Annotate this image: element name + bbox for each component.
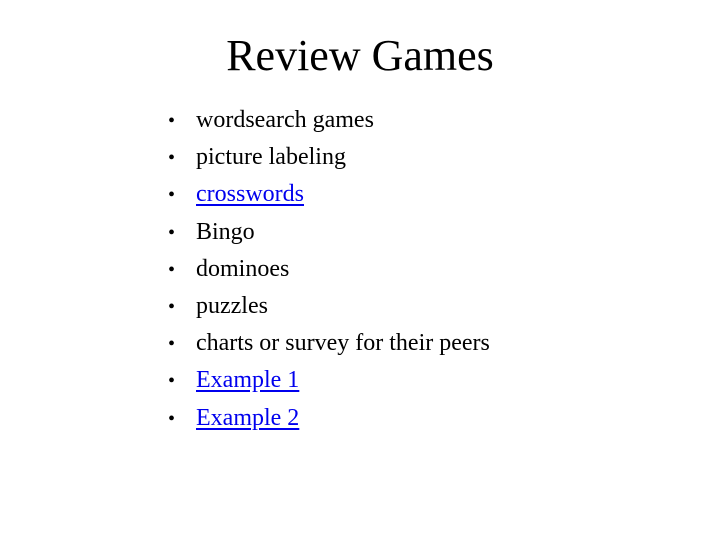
bullet-icon: • — [168, 333, 176, 356]
bullet-icon: • — [168, 258, 176, 281]
list-item-label: puzzles — [196, 292, 268, 319]
bullet-list — [168, 102, 490, 437]
list-item-label: dominoes — [196, 255, 290, 282]
bullet-icon: • — [168, 184, 176, 207]
bullet-icon: • — [168, 221, 176, 244]
list-item-dominoes — [168, 251, 490, 288]
list-item-example-2 — [168, 400, 490, 437]
bullet-icon: • — [168, 295, 176, 318]
slide-title: Review Games — [226, 31, 494, 80]
list-item-crosswords — [168, 176, 490, 213]
example-2-link[interactable]: Example 2 — [196, 404, 300, 431]
list-item-label: charts or survey for their peers — [196, 330, 490, 357]
list-item-picture-labeling — [168, 139, 490, 176]
bullet-icon: • — [168, 110, 176, 132]
list-item-wordsearch-games — [168, 102, 490, 139]
list-item-label: Bingo — [196, 218, 255, 245]
bullet-icon: • — [168, 407, 176, 430]
list-item-charts-or-survey — [168, 325, 490, 362]
list-item-example-1 — [168, 362, 490, 399]
crosswords-link[interactable]: crosswords — [196, 181, 304, 208]
example-1-link[interactable]: Example 1 — [196, 367, 300, 394]
list-item-puzzles — [168, 288, 490, 325]
list-item-label: picture labeling — [196, 144, 346, 171]
list-item-bingo — [168, 214, 490, 251]
bullet-icon: • — [168, 370, 176, 393]
list-item-label: wordsearch games — [196, 107, 374, 133]
bullet-icon: • — [168, 147, 176, 170]
